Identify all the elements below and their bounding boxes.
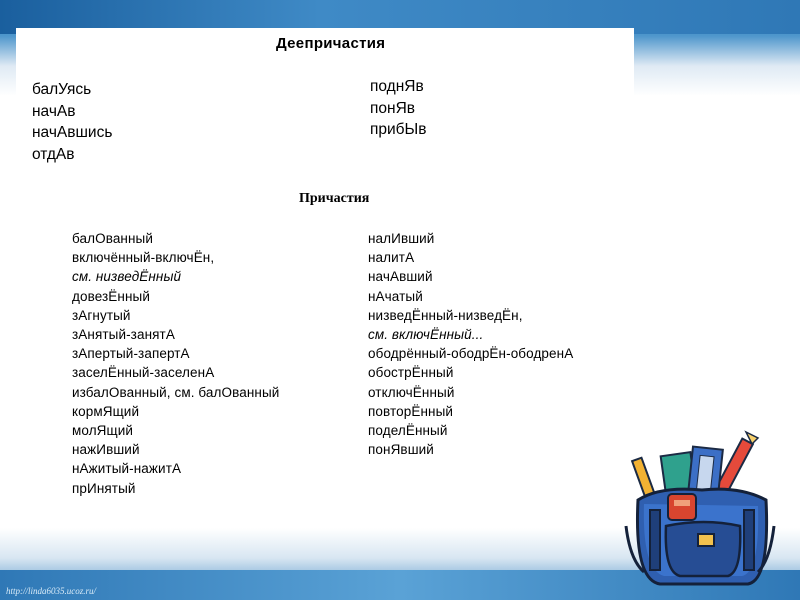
list-item: нАжитый-нажитА bbox=[72, 461, 182, 477]
list-item: налитА bbox=[368, 250, 415, 266]
school-backpack-icon bbox=[620, 430, 780, 590]
list-item: довезЁнный bbox=[72, 288, 150, 304]
list-item: отключЁнный bbox=[368, 384, 455, 400]
list-item: прибЫв bbox=[370, 121, 427, 138]
list-item: кормЯщий bbox=[72, 403, 140, 419]
list-item: ободрённый-ободрЁн-ободренА bbox=[368, 346, 574, 362]
list-item: понЯвший bbox=[368, 442, 434, 458]
footer-url[interactable]: http://linda6035.ucoz.ru/ bbox=[6, 586, 96, 596]
list-item: поднЯв bbox=[370, 78, 424, 95]
list-item: начАв bbox=[32, 102, 76, 120]
deeprichastiya-left-list bbox=[32, 79, 112, 165]
list-item: начАвший bbox=[368, 269, 433, 285]
prichastiya-right-list bbox=[368, 229, 573, 459]
list-item: поделЁнный bbox=[368, 423, 448, 439]
list-item: молЯщий bbox=[72, 423, 134, 439]
list-item: избалОванный, см. балОванный bbox=[72, 384, 280, 400]
list-item: включённый-включЁн, bbox=[72, 250, 215, 266]
list-item: зАпертый-запертА bbox=[72, 346, 190, 362]
list-item: понЯв bbox=[370, 99, 416, 117]
list-item: см. низведЁнный bbox=[72, 269, 182, 285]
deeprichastiya-title: Деепричастия bbox=[276, 35, 386, 52]
list-item: начАвшись bbox=[32, 124, 113, 141]
list-item: прИнятый bbox=[72, 480, 136, 496]
list-item: налИвший bbox=[368, 231, 435, 246]
list-item: нАчатый bbox=[368, 288, 423, 304]
list-item: отдАв bbox=[32, 145, 75, 163]
list-item: повторЁнный bbox=[368, 403, 454, 419]
list-item: обострЁнный bbox=[368, 365, 454, 381]
list-item: нажИвший bbox=[72, 442, 140, 458]
prichastiya-left-list bbox=[72, 229, 279, 498]
list-item: низведЁнный-низведЁн, bbox=[368, 307, 523, 323]
list-item: балУясь bbox=[32, 81, 92, 98]
deeprichastiya-right-list bbox=[370, 76, 427, 141]
list-item: балОванный bbox=[72, 231, 153, 246]
list-item: зАгнутый bbox=[72, 307, 131, 323]
list-item: зАнятый-занятА bbox=[72, 327, 175, 343]
prichastiya-title: Причастия bbox=[299, 191, 370, 206]
list-item: см. включЁнный... bbox=[368, 327, 484, 343]
list-item: заселЁнный-заселенА bbox=[72, 365, 215, 381]
